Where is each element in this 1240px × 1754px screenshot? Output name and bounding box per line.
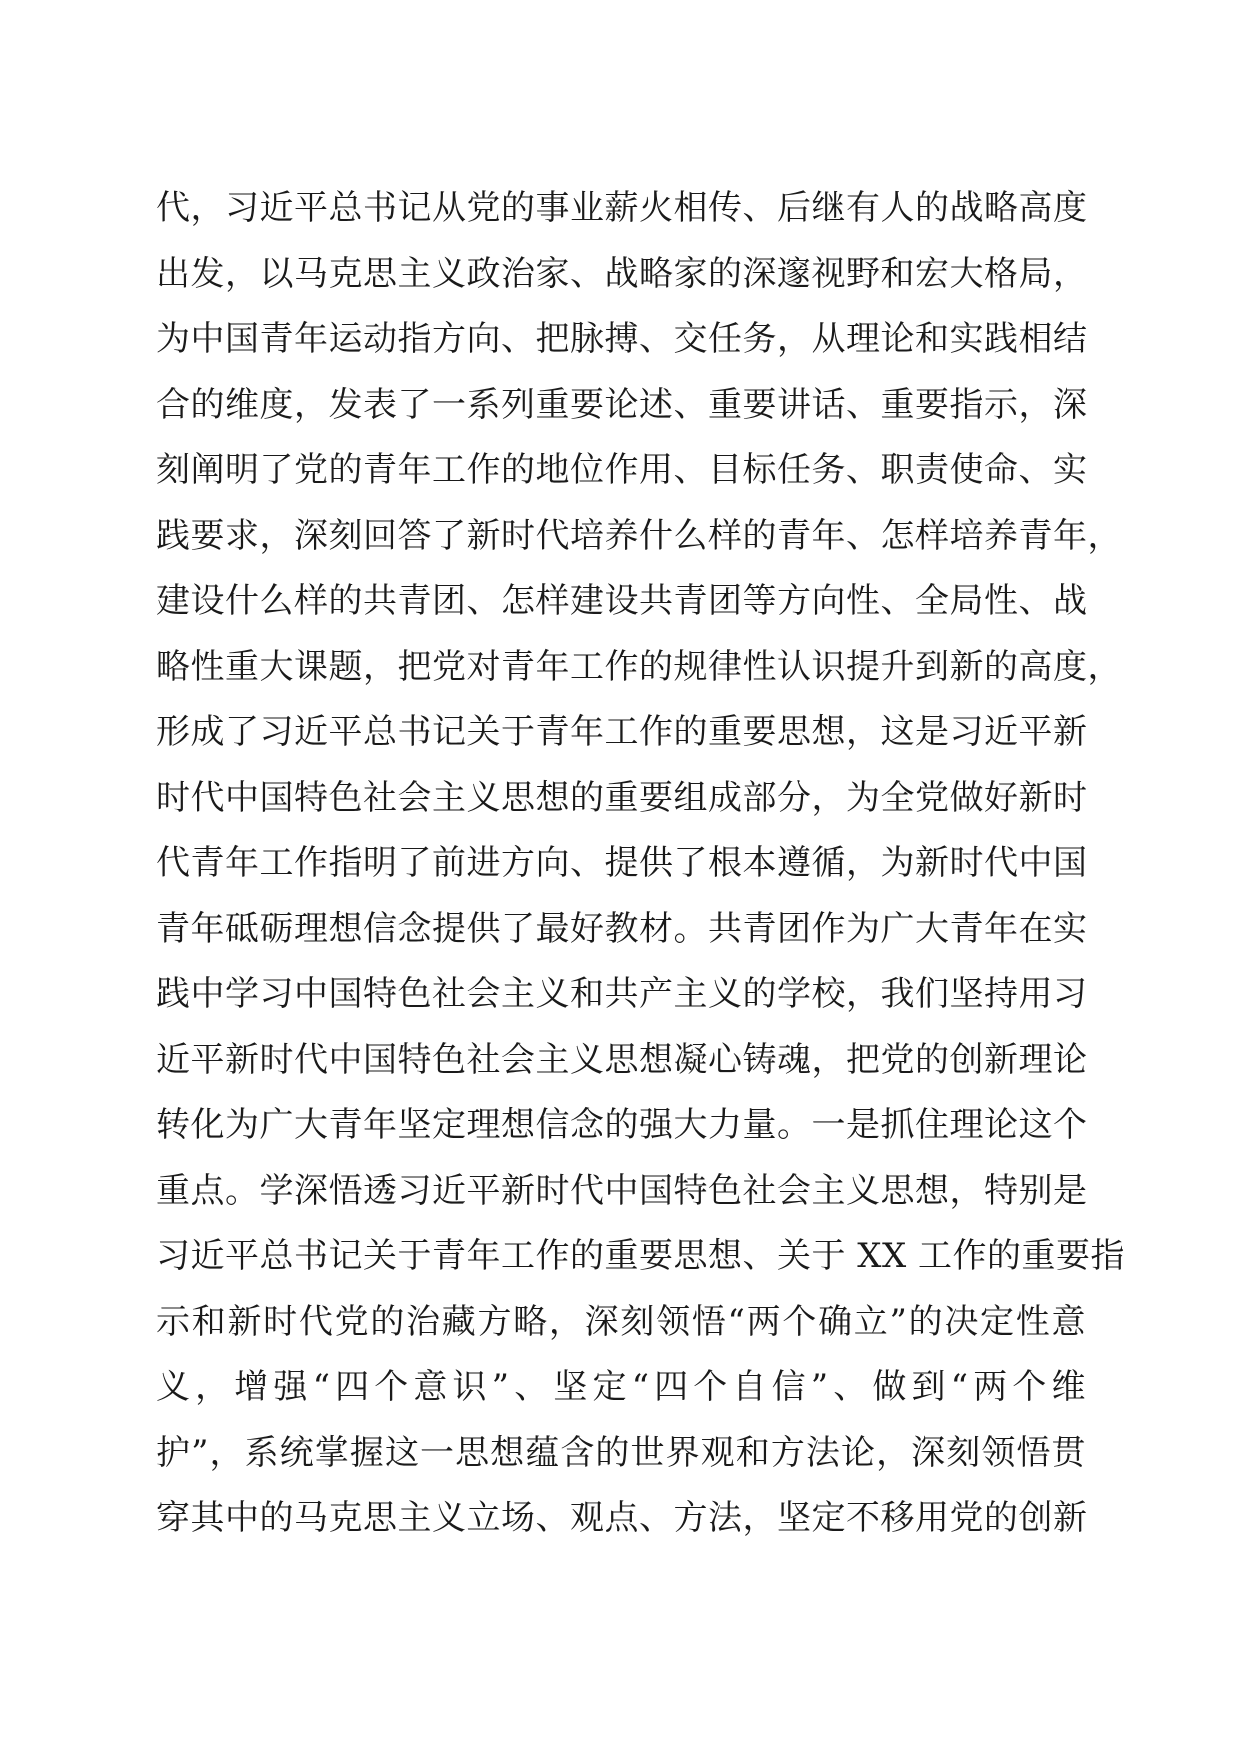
text-line: 代青年工作指明了前进方向、提供了根本遵循，为新时代中国 [156,843,1088,883]
text-line: 略性重大课题，把党对青年工作的规律性认识提升到新的高度， [156,646,1122,687]
text-line: 护”，系统掌握这一思想蕴含的世界观和方法论，深刻领悟贯 [156,1432,1086,1473]
text-line: 建设什么样的共青团、怎样建设共青团等方向性、全局性、战 [156,581,1088,621]
text-line: 穿其中的马克思主义立场、观点、方法，坚定不移用党的创新 [156,1498,1088,1538]
text-line: 出发，以马克思主义政治家、战略家的深邃视野和宏大格局， [156,253,1088,294]
text-line: 青年砥砺理想信念提供了最好教材。共青团作为广大青年在实 [156,908,1088,949]
text-line: 示和新时代党的治藏方略，深刻领悟“两个确立”的决定性意 [156,1301,1086,1342]
text-line: 为中国青年运动指方向、把脉搏、交任务，从理论和实践相结 [156,319,1088,359]
text-line: 践中学习中国特色社会主义和共产主义的学校，我们坚持用习 [156,974,1088,1014]
body-paragraph [156,186,1126,1562]
text-line: 转化为广大青年坚定理想信念的强大力量。一是抓住理论这个 [156,1105,1088,1145]
text-line: 时代中国特色社会主义思想的重要组成部分，为全党做好新时 [156,777,1088,818]
text-line: 刻阐明了党的青年工作的地位作用、目标任务、职责使命、实 [156,450,1088,490]
text-line: 代，习近平总书记从党的事业薪火相传、后继有人的战略高度 [156,188,1088,228]
text-line: 形成了习近平总书记关于青年工作的重要思想，这是习近平新 [156,712,1088,752]
text-line: 习近平总书记关于青年工作的重要思想、关于 XX 工作的重要指 [156,1236,1126,1276]
text-line: 重点。学深悟透习近平新时代中国特色社会主义思想，特别是 [156,1170,1088,1211]
text-line: 合的维度，发表了一系列重要论述、重要讲话、重要指示，深 [156,384,1088,425]
text-line: 义，增强“四个意识”、坚定“四个自信”、做到“两个维 [156,1367,1086,1407]
text-line: 近平新时代中国特色社会主义思想凝心铸魂，把党的创新理论 [156,1039,1088,1080]
text-line: 践要求，深刻回答了新时代培养什么样的青年、怎样培养青年， [156,515,1122,556]
